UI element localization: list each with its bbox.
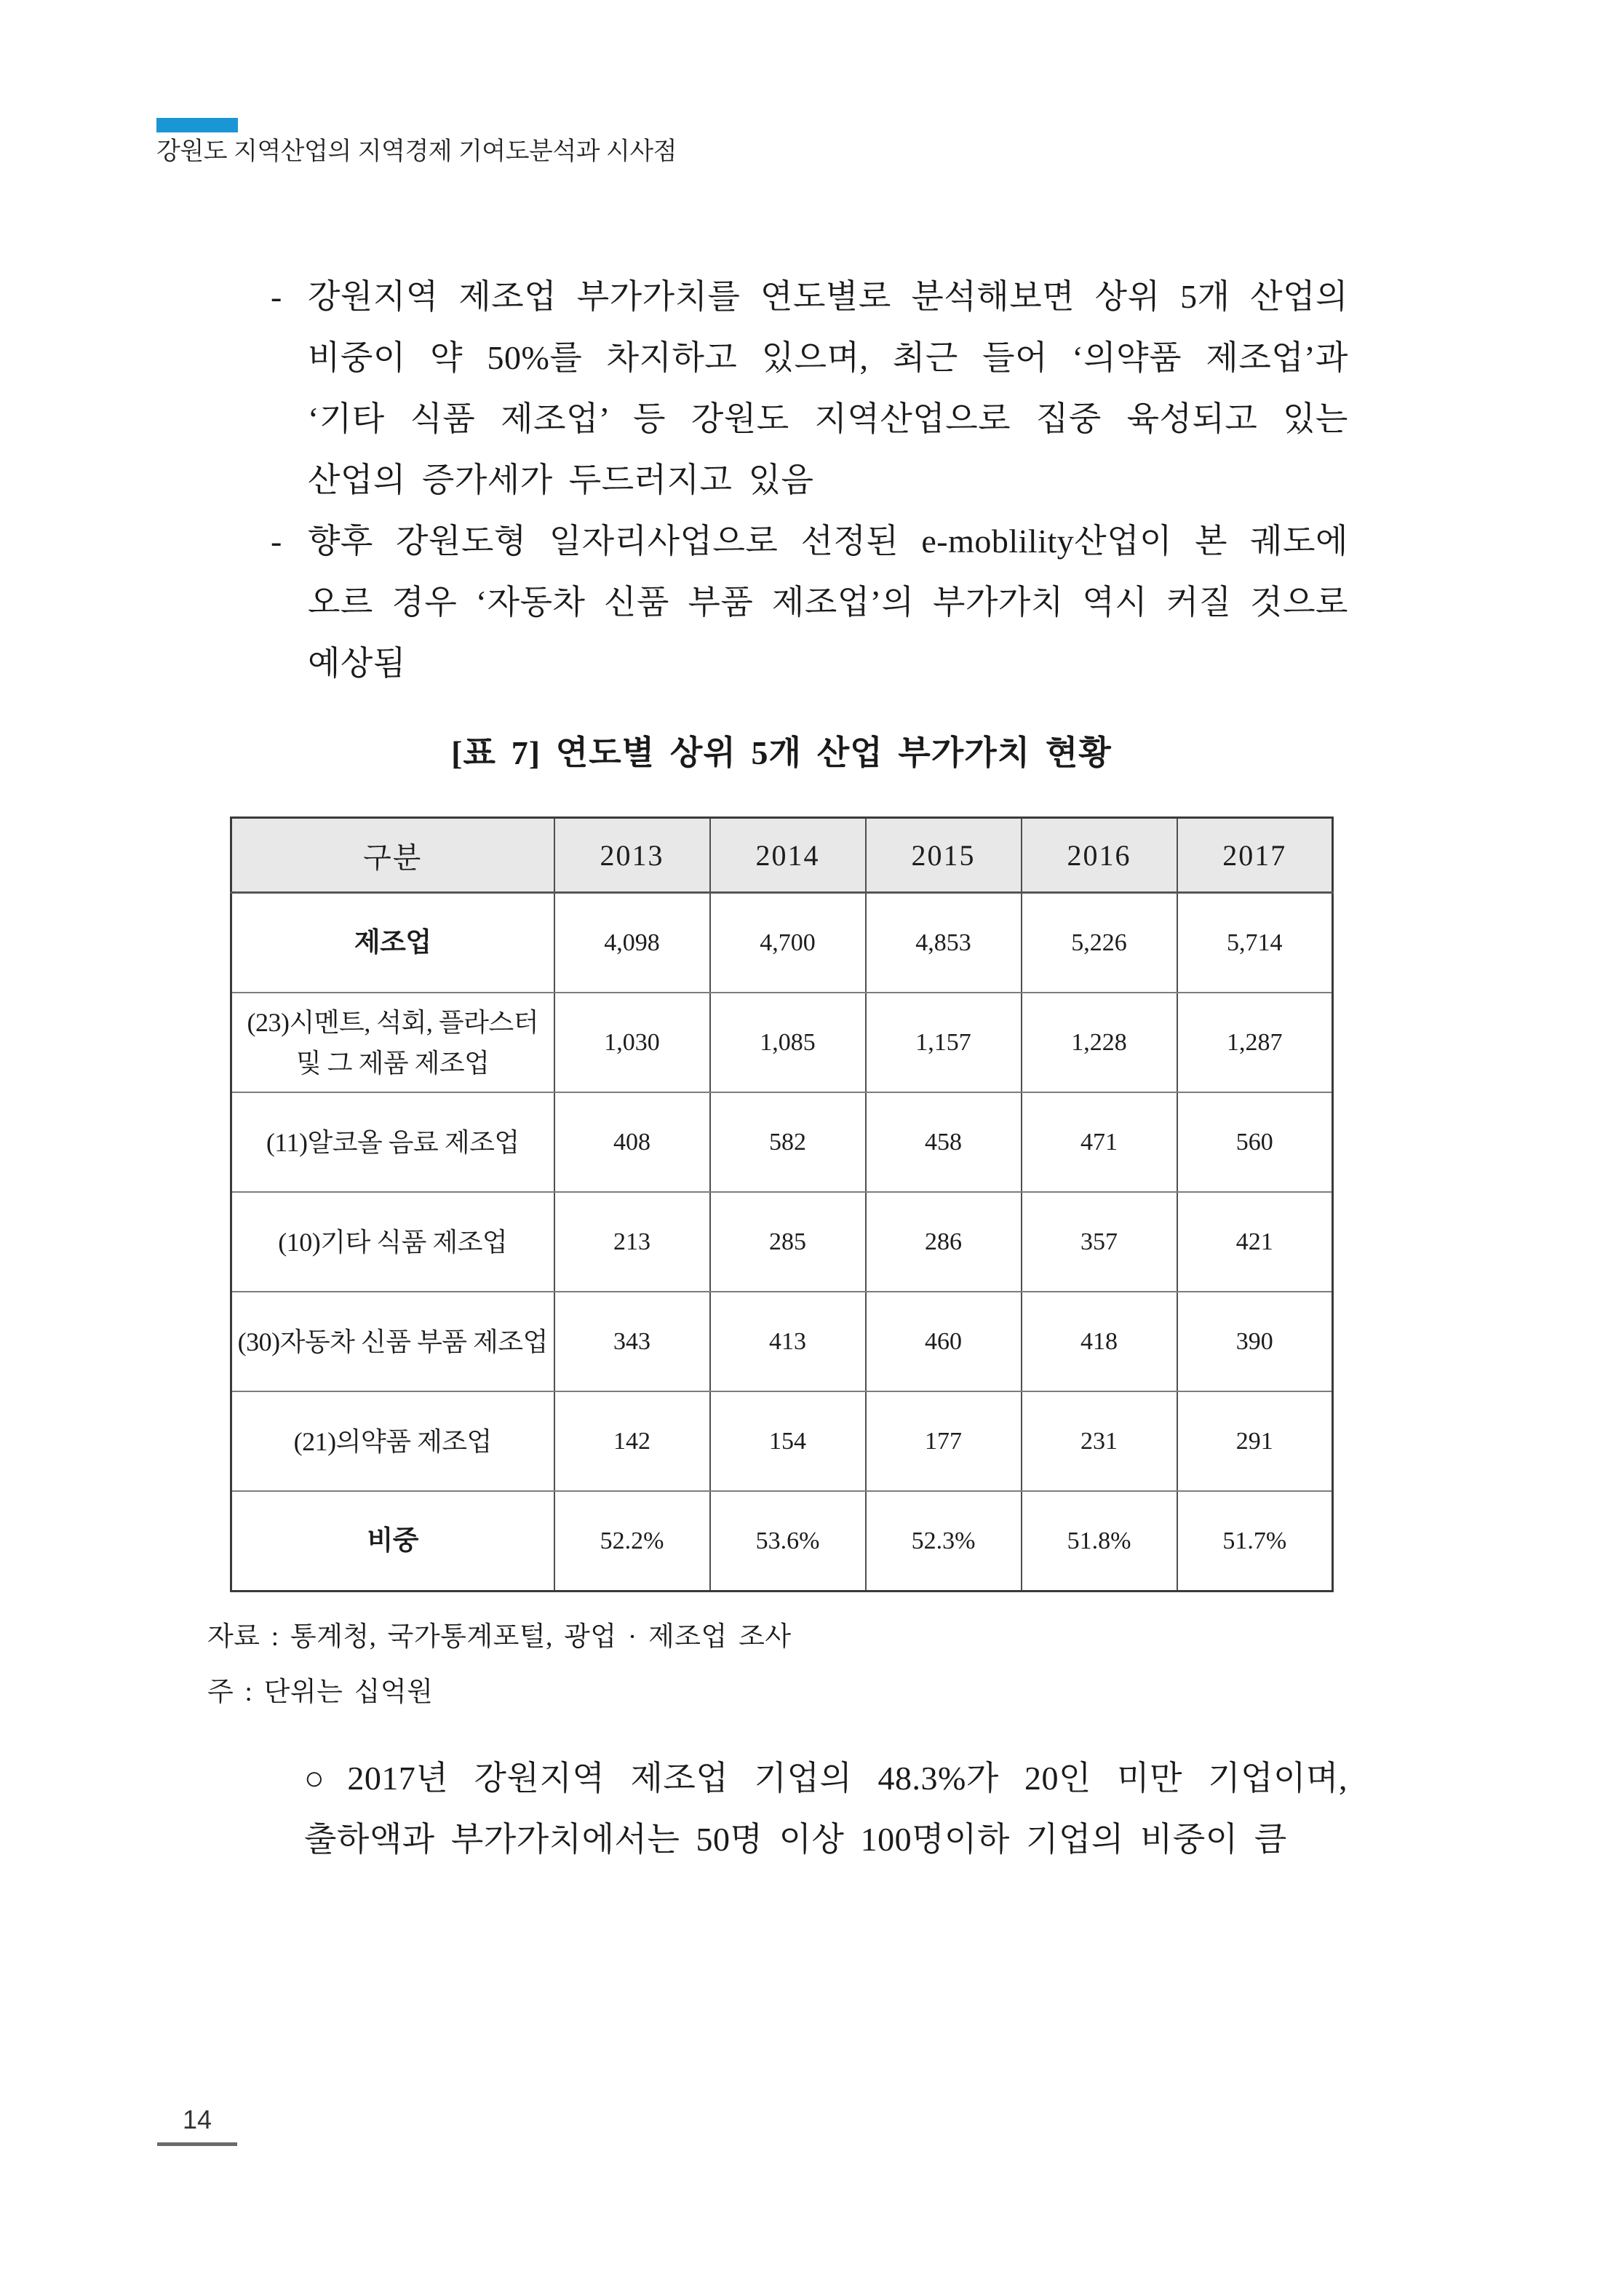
paragraph-text: 2017년 강원지역 제조업 기업의 48.3%가 20인 미만 기업이며, 출하액과 부가가치에서는 50명 이상 100명이하 기업의 비중이 큼 <box>304 1760 1348 1858</box>
table-header-row <box>231 818 1333 893</box>
table-cell: 285 <box>710 1192 866 1292</box>
table-cell: 4,700 <box>710 893 866 993</box>
table-cell: 142 <box>554 1391 710 1491</box>
column-header: 2017 <box>1177 818 1333 893</box>
table-caption: [표 7] 연도별 상위 5개 산업 부가가치 현황 <box>451 734 1112 771</box>
row-label: (23)시멘트, 석회, 플라스터 및 그 제품 제조업 <box>231 993 554 1092</box>
row-label: (10)기타 식품 제조업 <box>231 1192 554 1292</box>
table-cell: 154 <box>710 1391 866 1491</box>
table-row <box>231 993 1333 1092</box>
value-added-table <box>230 816 1334 1592</box>
table-cell: 4,853 <box>866 893 1022 993</box>
bullet-text: 향후 강원도형 일자리사업으로 선정된 e-moblility산업이 본 궤도에 오르 경우 ‘자동차 신품 부품 제조업’의 부가가치 역시 커질 것으로 예상됨 <box>308 522 1348 682</box>
table-row <box>231 1292 1333 1391</box>
table-cell: 52.2% <box>554 1491 710 1592</box>
table-cell: 286 <box>866 1192 1022 1292</box>
row-label: (11)알코올 음료 제조업 <box>231 1092 554 1192</box>
bullet-item <box>271 511 1348 694</box>
circle-marker: ○ <box>304 1760 335 1797</box>
table-cell: 177 <box>866 1391 1022 1491</box>
table-unit-note: 주 : 단위는 십억원 <box>207 1677 434 1707</box>
row-label: (30)자동차 신품 부품 제조업 <box>231 1292 554 1391</box>
table-cell: 418 <box>1022 1292 1177 1391</box>
table-cell: 357 <box>1022 1192 1177 1292</box>
table-row <box>231 1391 1333 1491</box>
table-cell: 51.7% <box>1177 1491 1333 1592</box>
header-accent-bar <box>156 118 238 132</box>
table-row <box>231 1092 1333 1192</box>
column-header: 2016 <box>1022 818 1177 893</box>
table-cell: 421 <box>1177 1192 1333 1292</box>
table-cell: 213 <box>554 1192 710 1292</box>
table-cell: 1,030 <box>554 993 710 1092</box>
row-label: (21)의약품 제조업 <box>231 1391 554 1491</box>
table-cell: 1,085 <box>710 993 866 1092</box>
dash-marker: - <box>271 522 282 560</box>
table-cell: 413 <box>710 1292 866 1391</box>
table-cell: 1,157 <box>866 993 1022 1092</box>
table-cell: 51.8% <box>1022 1491 1177 1592</box>
table-cell: 1,287 <box>1177 993 1333 1092</box>
table-cell: 291 <box>1177 1391 1333 1491</box>
table-row <box>231 1491 1333 1592</box>
circle-paragraph <box>304 1748 1348 1870</box>
column-header: 2015 <box>866 818 1022 893</box>
column-header: 2013 <box>554 818 710 893</box>
table-cell: 1,228 <box>1022 993 1177 1092</box>
table-cell: 53.6% <box>710 1491 866 1592</box>
table-cell: 4,098 <box>554 893 710 993</box>
table-cell: 5,714 <box>1177 893 1333 993</box>
table-row <box>231 1192 1333 1292</box>
table-source-note: 자료 : 통계청, 국가통계포털, 광업 · 제조업 조사 <box>207 1622 792 1652</box>
table-cell: 471 <box>1022 1092 1177 1192</box>
row-label: 제조업 <box>231 893 554 993</box>
table-cell: 458 <box>866 1092 1022 1192</box>
bullet-item <box>271 266 1348 511</box>
column-header: 2014 <box>710 818 866 893</box>
page-number: 14 <box>182 2105 212 2134</box>
table-cell: 5,226 <box>1022 893 1177 993</box>
table-cell: 343 <box>554 1292 710 1391</box>
bullet-text: 강원지역 제조업 부가가치를 연도별로 분석해보면 상위 5개 산업의 비중이 약 50%를 차지하고 있으며, 최근 들어 ‘의약품 제조업’과 ‘기타 식품 제조업’ 등 강원도 지역산업으로 집중 육성되고 있는 산업의 증가세가 두드러지고 있음 <box>308 278 1348 498</box>
column-header: 구분 <box>231 818 554 893</box>
table-cell: 231 <box>1022 1391 1177 1491</box>
table-cell: 390 <box>1177 1292 1333 1391</box>
row-label: 비중 <box>231 1491 554 1592</box>
table-cell: 52.3% <box>866 1491 1022 1592</box>
table-row <box>231 893 1333 993</box>
table-cell: 582 <box>710 1092 866 1192</box>
dash-marker: - <box>271 278 282 315</box>
table-cell: 560 <box>1177 1092 1333 1192</box>
page-number-rule <box>157 2142 237 2146</box>
table-cell: 460 <box>866 1292 1022 1391</box>
running-header-title: 강원도 지역산업의 지역경제 기여도분석과 시사점 <box>156 138 677 165</box>
table-cell: 408 <box>554 1092 710 1192</box>
